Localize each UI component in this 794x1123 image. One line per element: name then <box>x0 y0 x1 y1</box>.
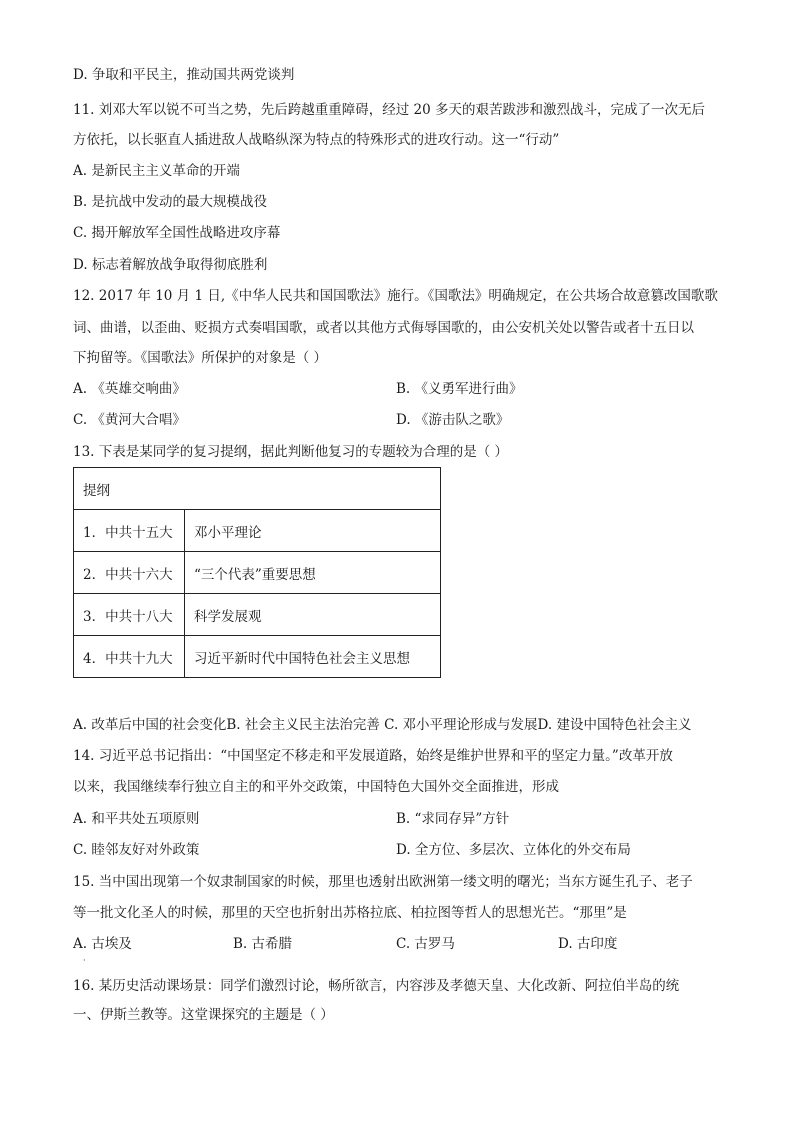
topic-cell: 邓小平理论 <box>185 510 441 552</box>
q16-stem-line1: 16. 某历史活动课场景：同学们激烈讨论，畅所欲言，内容涉及孝德天皇、大化改新、阿拉伯半岛的统 <box>73 978 680 994</box>
q14-option-d: D. 全方位、多层次、立体化的外交布局 <box>396 842 631 858</box>
q15-option-b: B. 古希腊 <box>233 936 293 952</box>
q11-option-c: C. 揭开解放军全国性战略进攻序幕 <box>73 225 281 241</box>
q15-option-d: D. 古印度 <box>558 936 618 952</box>
q13-stem: 13. 下表是某同学的复习提纲，据此判断他复习的专题较为合理的是（ ） <box>73 444 509 460</box>
q14-option-c: C. 睦邻友好对外政策 <box>73 842 200 858</box>
congress-cell: 1．中共十五大 <box>74 510 185 552</box>
emphasis-dot: · <box>83 956 86 965</box>
q12-stem-line3: 下拘留等。《国歌法》所保护的对象是（ ） <box>73 350 328 366</box>
congress-cell: 3．中共十八大 <box>74 594 185 636</box>
table-row <box>74 636 441 678</box>
q12-stem-line1: 12. 2017 年 10 月 1 日,《中华人民共和国国歌法》施行。《国歌法》明确规定，在公共场合故意篡改国歌歌 <box>73 288 718 304</box>
q11-option-d: D. 标志着解放战争取得彻底胜利 <box>73 257 268 273</box>
q14-stem-line1: 14. 习近平总书记指出：“中国坚定不移走和平发展道路，始终是维护世界和平的坚定力量。”改革开放 <box>73 748 673 764</box>
table-header-row <box>74 468 441 510</box>
q14-option-b: B. “求同存异”方针 <box>396 811 510 827</box>
q16-stem-line2: 一、伊斯兰教等。这堂课探究的主题是（ ） <box>73 1007 334 1023</box>
topic-cell: 习近平新时代中国特色社会主义思想 <box>185 636 441 678</box>
topic-cell: 科学发展观 <box>185 594 441 636</box>
q12-stem-line2: 词、曲谱，以歪曲、贬损方式奏唱国歌，或者以其他方式侮辱国歌的，由公安机关处以警告或者十五日以 <box>73 320 694 336</box>
q15-stem-line1: 15. 当中国出现第一个奴隶制国家的时候，那里也透射出欧洲第一缕文明的曙光；当东方诞生孔子、老子 <box>73 874 693 890</box>
q15-stem-line2: 等一批文化圣人的时候，那里的天空也折射出苏格拉底、柏拉图等哲人的思想光芒。“那里”是 <box>73 905 627 921</box>
congress-cell: 4．中共十九大 <box>74 636 185 678</box>
q11-option-a: A. 是新民主主义革命的开端 <box>73 163 240 179</box>
q15-option-c: C. 古罗马 <box>396 936 455 952</box>
table-row <box>74 594 441 636</box>
q12-option-d: D. 《游击队之歌》 <box>396 412 510 428</box>
q11-stem-line2: 方依托，以长驱直人插进敌人战略纵深为特点的特殊形式的进攻行动。这一“行动” <box>73 132 560 148</box>
table-row <box>74 552 441 594</box>
q13-options: A. 改革后中国的社会变化B. 社会主义民主法治完善 C. 邓小平理论形成与发展D. 建设中国特色社会主义 <box>73 717 692 733</box>
q14-option-a: A. 和平共处五项原则 <box>73 811 200 827</box>
q11-option-b: B. 是抗战中发动的最大规模战役 <box>73 194 268 210</box>
table-header-cell: 提纲 <box>74 468 441 510</box>
q14-stem-line2: 以来，我国继续奉行独立自主的和平外交政策，中国特色大国外交全面推进，形成 <box>73 779 559 795</box>
q15-option-a: A. 古埃及 <box>73 936 132 952</box>
topic-cell: “三个代表”重要思想 <box>185 552 441 594</box>
q12-option-c: C. 《黄河大合唱》 <box>73 412 186 428</box>
q10-option-d: D. 争取和平民主，推动国共两党谈判 <box>73 67 295 83</box>
q12-option-a: A. 《英雄交响曲》 <box>73 381 186 397</box>
q12-option-b: B. 《义勇军进行曲》 <box>396 381 523 397</box>
q11-stem-line1: 11. 刘邓大军以锐不可当之势，先后跨越重重障碍，经过 20 多天的艰苦跋涉和激烈战斗，完成了一次无后 <box>73 102 706 118</box>
review-outline-table <box>73 467 441 678</box>
table-row <box>74 510 441 552</box>
congress-cell: 2．中共十六大 <box>74 552 185 594</box>
